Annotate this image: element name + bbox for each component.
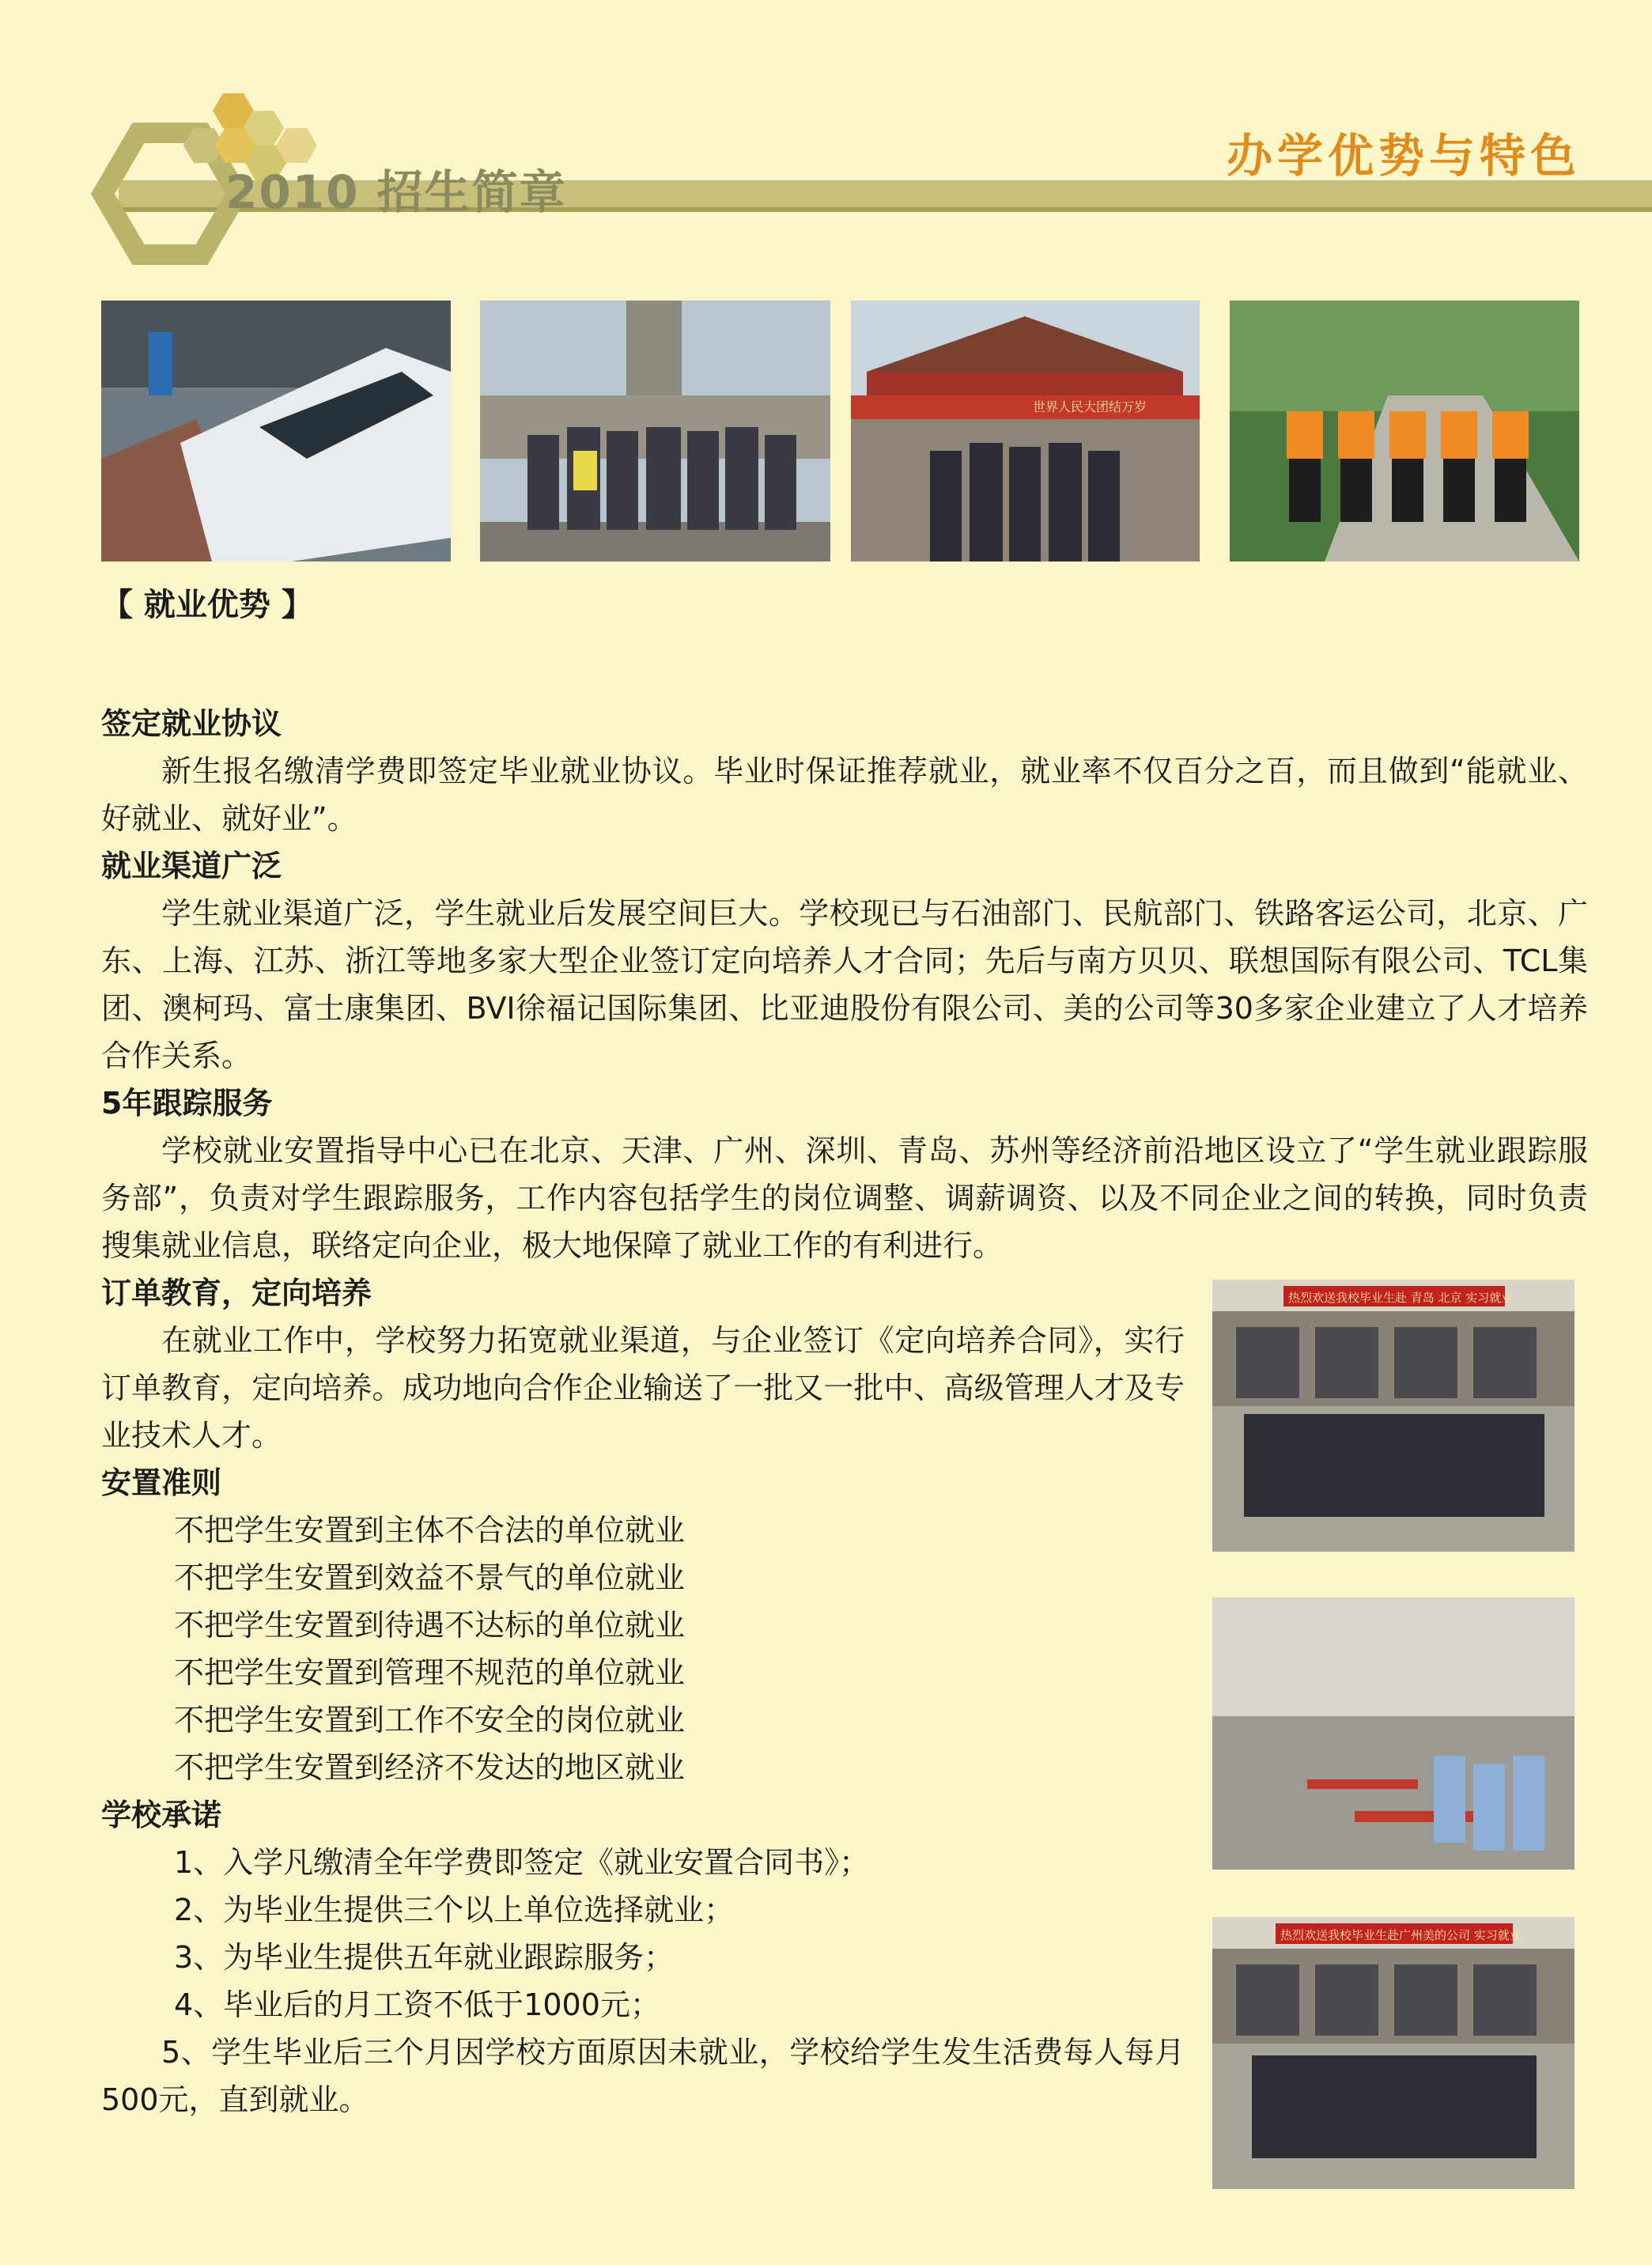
banner-text-guangzhou: 热烈欢送我校毕业生赴广州美的公司 实习就业 xyxy=(1280,1928,1522,1942)
tiananmen-banner-text: 世界人民大团结万岁 xyxy=(1033,399,1147,414)
commitment-item: 2、为毕业生提供三个以上单位选择就业； xyxy=(174,1893,735,1927)
main-content xyxy=(101,581,1588,2123)
heading-order-education: 订单教育，定向培养 xyxy=(101,1276,372,1310)
tiananmen-group-photo xyxy=(851,301,1200,562)
page-header xyxy=(0,0,1652,285)
commitment-item-last: 5、学生毕业后三个月因学校方面原因未就业，学校给学生发生活费每人每月500元，直到就业。 xyxy=(101,2035,1185,2117)
heading-employment-agreement: 签定就业协议 xyxy=(101,706,282,741)
placement-rule-item: 不把学生安置到待遇不达标的单位就业 xyxy=(174,1608,686,1643)
paragraph-tracking-service: 学校就业安置指导中心已在北京、天津、广州、深圳、青岛、苏州等经济前沿地区设立了“学生就业跟踪服务部”，负责对学生跟踪服务，工作内容包括学生的岗位调整、调薪调资、以及不同企业之间的转换，同时负责搜集就业信息，联络定向企业，极大地保障了就业工作的有利进行。 xyxy=(101,1133,1588,1263)
paragraph-employment-agreement: 新生报名缴清学费即签定毕业就业协议。毕业时保证推荐就业，就业率不仅百分之百，而且做到“能就业、好就业、就好业”。 xyxy=(101,754,1588,836)
heading-employment-channels: 就业渠道广泛 xyxy=(101,849,282,883)
placement-rule-item: 不把学生安置到主体不合法的单位就业 xyxy=(174,1513,686,1548)
monument-group-photo xyxy=(480,301,830,562)
commitment-item: 4、毕业后的月工资不低于1000元； xyxy=(174,1987,660,2022)
commitment-item: 3、为毕业生提供五年就业跟踪服务； xyxy=(174,1940,675,1975)
heading-school-commitment: 学校承诺 xyxy=(101,1798,222,1832)
heading-tracking-service: 5年跟踪服务 xyxy=(101,1086,273,1121)
heading-placement-rules: 安置准则 xyxy=(101,1465,222,1500)
placement-rule-item: 不把学生安置到管理不规范的单位就业 xyxy=(174,1655,686,1690)
commitment-item: 1、入学凡缴清全年学费即签定《就业安置合同书》； xyxy=(174,1845,870,1880)
paragraph-employment-channels: 学生就业渠道广泛，学生就业后发展空间巨大。学校现已与石油部门、民航部门、铁路客运公司，北京、广东、上海、江苏、浙江等地多家大型企业签订定向培养人才合同；先后与南方贝贝、联想国际有限公司、TCL集团、澳柯玛、富士康集团、BVI徐福记国际集团、比亚迪股份有限公司、美的公司等30多家企业建立了人才培养合作关系。 xyxy=(101,896,1588,1073)
brochure-year-title: 2010 招生简章 xyxy=(225,165,567,219)
section-title: 办学优势与特色 xyxy=(1226,129,1581,183)
section-tag: 【 就业优势 】 xyxy=(101,587,313,623)
train-photo xyxy=(101,301,451,562)
paragraph-order-education: 在就业工作中，学校努力拓宽就业渠道，与企业签订《定向培养合同》，实行订单教育，定向培养。成功地向合作企业输送了一批又一批中、高级管理人才及专业技术人才。 xyxy=(101,1323,1185,1453)
banner-text-qingdao: 热烈欢送我校毕业生赴 青岛 北京 实习就业 xyxy=(1288,1291,1514,1305)
placement-rule-item: 不把学生安置到经济不发达的地区就业 xyxy=(174,1750,686,1785)
placement-rule-item: 不把学生安置到效益不景气的单位就业 xyxy=(174,1560,686,1595)
uniform-staff-photo xyxy=(1230,301,1579,562)
placement-rule-item: 不把学生安置到工作不安全的岗位就业 xyxy=(174,1703,686,1738)
